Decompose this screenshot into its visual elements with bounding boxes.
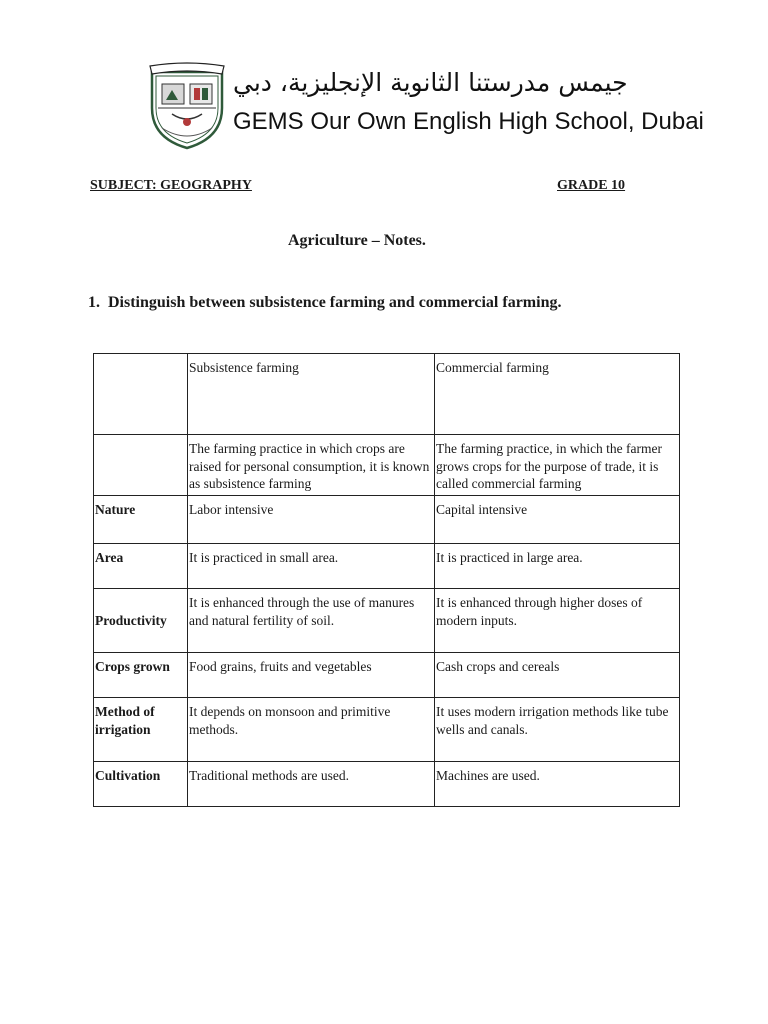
grade-label: GRADE 10	[557, 178, 626, 193]
document-title: Agriculture – Notes.	[288, 232, 426, 249]
table-row	[94, 589, 680, 653]
row-label: Productivity	[94, 589, 188, 653]
row-label: Nature	[94, 496, 188, 544]
subject-label: SUBJECT: GEOGRAPHY	[90, 178, 252, 193]
table-row	[94, 544, 680, 589]
question-text: Distinguish between subsistence farming and commercial farming.	[108, 294, 562, 311]
commercial-cell: Capital intensive	[435, 496, 680, 544]
table-row	[94, 653, 680, 698]
commercial-cell: Cash crops and cereals	[435, 653, 680, 698]
school-crest-logo	[148, 62, 226, 150]
commercial-cell: It is practiced in large area.	[435, 544, 680, 589]
commercial-cell: It is enhanced through higher doses of modern inputs.	[435, 589, 680, 653]
table-row	[94, 698, 680, 762]
table-header-row	[94, 354, 680, 435]
table-row	[94, 435, 680, 496]
subsistence-cell: Labor intensive	[188, 496, 435, 544]
row-label: Crops grown	[94, 653, 188, 698]
commercial-cell: Machines are used.	[435, 762, 680, 807]
subsistence-cell: It is enhanced through the use of manures and natural fertility of soil.	[188, 589, 435, 653]
row-label: Cultivation	[94, 762, 188, 807]
comparison-table	[93, 353, 680, 807]
table-header-cell	[94, 354, 188, 435]
subsistence-cell: Food grains, fruits and vegetables	[188, 653, 435, 698]
school-name-english: GEMS Our Own English High School, Dubai	[233, 108, 704, 135]
row-label	[94, 435, 188, 496]
question-1	[88, 294, 561, 312]
row-label: Method of irrigation	[94, 698, 188, 762]
question-number: 1.	[88, 294, 100, 311]
commercial-cell: The farming practice, in which the farmer grows crops for the purpose of trade, it is called commercial farming	[435, 435, 680, 496]
subsistence-cell: It is practiced in small area.	[188, 544, 435, 589]
subsistence-cell: Traditional methods are used.	[188, 762, 435, 807]
commercial-cell: It uses modern irrigation methods like tube wells and canals.	[435, 698, 680, 762]
table-row	[94, 762, 680, 807]
table-header-cell: Subsistence farming	[188, 354, 435, 435]
subsistence-cell: It depends on monsoon and primitive methods.	[188, 698, 435, 762]
row-label: Area	[94, 544, 188, 589]
subsistence-cell: The farming practice in which crops are raised for personal consumption, it is known as subsistence farming	[188, 435, 435, 496]
table-row	[94, 496, 680, 544]
table-header-cell: Commercial farming	[435, 354, 680, 435]
school-name-arabic: جيمس مدرستنا الثانوية الإنجليزية، دبي	[233, 68, 628, 97]
